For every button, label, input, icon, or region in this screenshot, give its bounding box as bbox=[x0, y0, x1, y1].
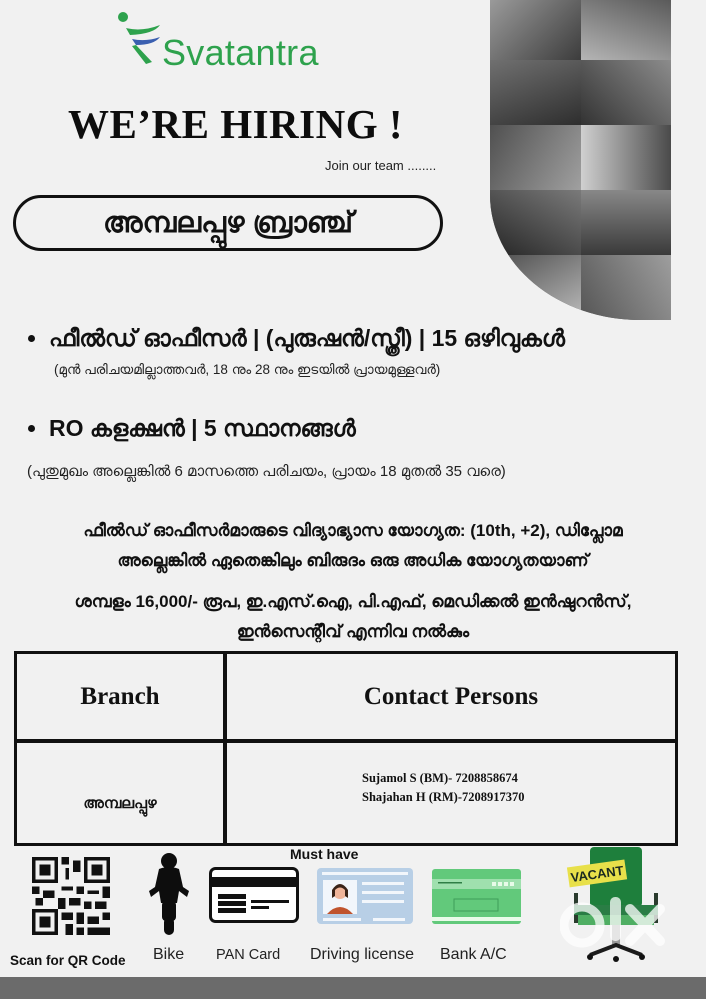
collage-photo bbox=[490, 125, 581, 190]
salary-benefits-text bbox=[0, 587, 706, 647]
brand-name: Svatantra bbox=[162, 32, 319, 73]
job-field-officer bbox=[28, 325, 565, 352]
join-team-subtitle: Join our team ........ bbox=[325, 158, 437, 173]
driving-license-icon bbox=[317, 868, 413, 924]
pan-card-icon bbox=[209, 867, 299, 923]
driving-license-label: Driving license bbox=[310, 946, 415, 963]
bottom-bar bbox=[0, 977, 706, 999]
collage-photo bbox=[490, 60, 581, 125]
bank-account-label: Bank A/C bbox=[440, 946, 507, 963]
photo-collage bbox=[490, 0, 671, 320]
rupee-runner-logo-icon bbox=[114, 10, 162, 70]
job-note: (പുതുമുഖം അല്ലെങ്കിൽ 6 മാസത്തെ പരിചയം, പ്രായം 18 മുതൽ 35 വരെ) bbox=[27, 463, 506, 480]
qr-code-label: Scan for QR Code bbox=[10, 953, 126, 968]
collage-photo bbox=[581, 0, 672, 60]
collage-photo bbox=[581, 125, 672, 190]
pan-card-label: PAN Card bbox=[216, 947, 281, 963]
job-title: ഫീൽഡ് ഓഫീസർ | (പുരുഷൻ/സ്ത്രീ) | 15 ഒഴിവുകൾ bbox=[49, 325, 565, 351]
branch-value: അമ്പലപ്പുഴ bbox=[83, 794, 157, 812]
collage-photo bbox=[581, 255, 672, 320]
salary-line: ഇൻസെന്റീവ് എന്നിവ നൽകും bbox=[236, 622, 470, 641]
bank-card-icon bbox=[432, 869, 521, 924]
collage-photo bbox=[490, 190, 581, 255]
table-header-contacts: Contact Persons bbox=[223, 654, 675, 739]
vacant-chair-icon bbox=[560, 845, 670, 965]
must-have-heading: Must have bbox=[290, 846, 359, 862]
qualification-line: അല്ലെങ്കിൽ ഏതെങ്കിലും ബിരുദം ഒരു അധിക യോഗ്യതയാണ് bbox=[117, 551, 589, 570]
qualification-line: ഫീൽഡ് ഓഫീസർമാരുടെ വിദ്യാഭ്യാസ യോഗ്യത: (10th, +2), ഡിപ്ലോമ bbox=[83, 521, 623, 540]
contact-person: Shajahan H (RM)-7208917370 bbox=[362, 790, 525, 804]
table-header-branch: Branch bbox=[80, 682, 160, 710]
contact-persons-cell bbox=[223, 739, 675, 843]
collage-photo bbox=[581, 60, 672, 125]
bullet-icon bbox=[28, 335, 35, 342]
motorbike-icon bbox=[145, 853, 193, 937]
qr-code-icon[interactable] bbox=[32, 857, 110, 935]
job-ro-collection bbox=[28, 415, 356, 442]
contact-person: Sujamol S (BM)- 7208858674 bbox=[362, 771, 518, 785]
collage-photo bbox=[581, 190, 672, 255]
table-row bbox=[17, 739, 223, 843]
svg-text:VACANT: VACANT bbox=[569, 862, 625, 886]
contact-table bbox=[14, 651, 678, 846]
branch-name-pill: അമ്പലപ്പുഴ ബ്രാഞ്ച് bbox=[13, 195, 443, 251]
bike-label: Bike bbox=[153, 946, 185, 963]
collage-photo bbox=[490, 0, 581, 60]
job-title: RO കളക്ഷൻ | 5 സ്ഥാനങ്ങൾ bbox=[49, 415, 356, 441]
qualification-text bbox=[0, 516, 706, 576]
job-note: (മുൻ പരിചയമില്ലാത്തവർ, 18 നും 28 നും ഇടയിൽ പ്രായമുള്ളവർ) bbox=[54, 362, 441, 377]
salary-line: ശമ്പളം 16,000/- രൂപ, ഇ.എസ്.ഐ, പി.എഫ്, മെഡിക്കൽ ഇൻഷുറൻസ്, bbox=[74, 592, 632, 611]
bullet-icon bbox=[28, 425, 35, 432]
collage-photo bbox=[490, 255, 581, 320]
svatantra-logo bbox=[114, 10, 364, 80]
hiring-title: WE’RE HIRING ! bbox=[68, 101, 404, 147]
